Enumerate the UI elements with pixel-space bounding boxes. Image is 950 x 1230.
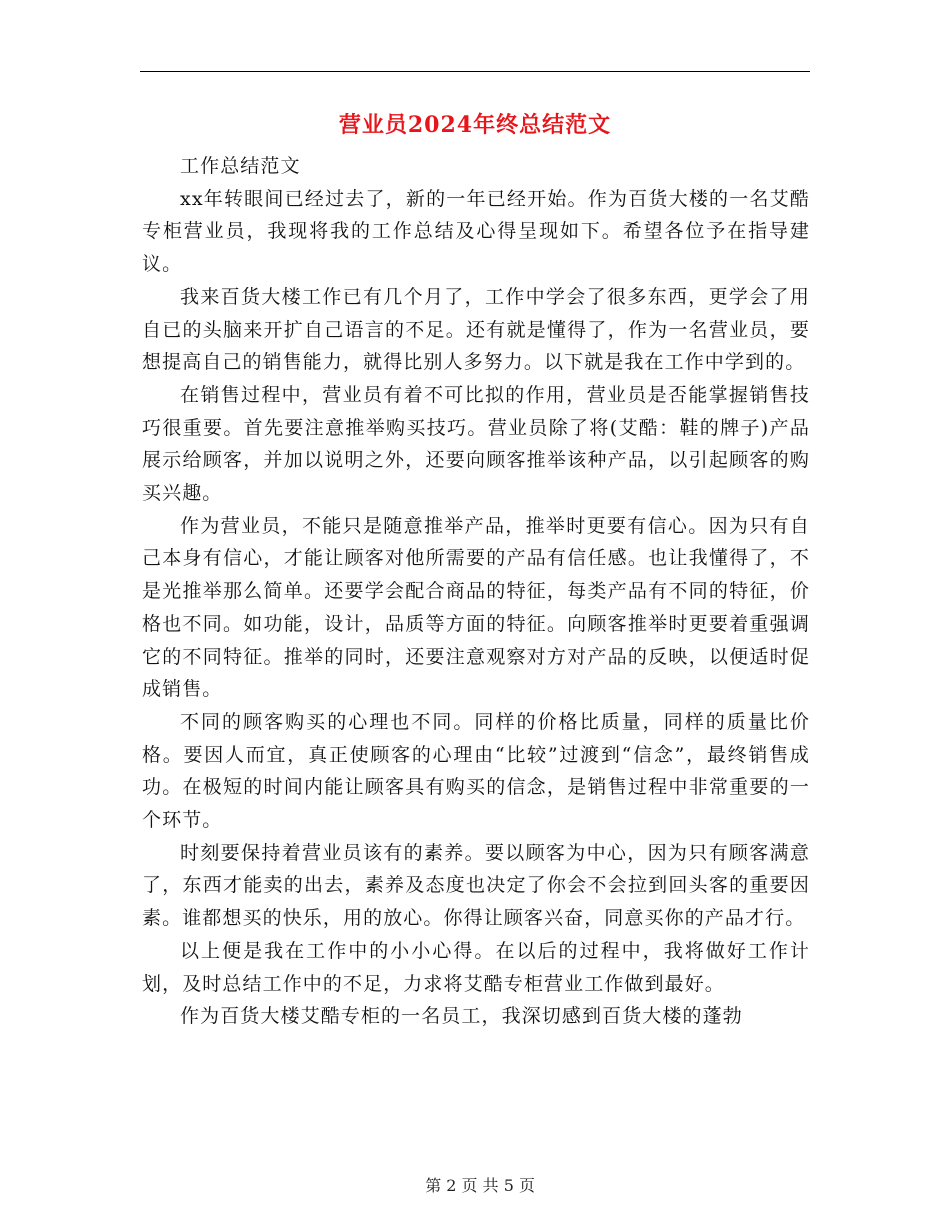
paragraph-subtitle: 工作总结范文	[180, 155, 301, 177]
page-number: 第 2 页 共 5 页	[425, 1176, 535, 1195]
page-footer	[0, 1154, 950, 1196]
paragraph: 时刻要保持着营业员该有的素养。要以顾客为中心，因为只有顾客满意了，东西才能卖的出去，素养及态度也决定了你会不会拉到回头客的重要因素。谁都想买的快乐，用的放心。你得让顾客兴奋，同意买你的产品才行。	[142, 841, 810, 930]
paragraph: 作为百货大楼艾酷专柜的一名员工，我深切感到百货大楼的蓬勃	[180, 1005, 743, 1028]
paragraph: 作为营业员，不能只是随意推举产品，推举时更要有信心。因为只有自己本身有信心，才能让顾客对他所需要的产品有信任感。也让我懂得了，不是光推举那么简单。还要学会配合商品的特征，每类产品有不同的特征，价格也不同。如功能，设计，品质等方面的特征。向顾客推举时更要着重强调它的不同特征。推举的同时，还要注意观察对方对产品的反映，以便适时促成销售。	[142, 514, 810, 701]
paragraph: 以上便是我在工作中的小小心得。在以后的过程中，我将做好工作计划，及时总结工作中的不足，力求将艾酷专柜营业工作做到最好。	[142, 939, 810, 995]
paragraph: xx年转眼间已经过去了，新的一年已经开始。作为百货大楼的一名艾酷专柜营业员，我现将我的工作总结及心得呈现如下。希望各位予在指导建议。	[142, 187, 810, 276]
document-title: 营业员2024年终总结范文	[338, 112, 612, 138]
header-rule	[140, 71, 810, 72]
document-body	[142, 150, 810, 1033]
paragraph: 我来百货大楼工作已有几个月了，工作中学会了很多东西，更学会了用自已的头脑来开扩自己语言的不足。还有就是懂得了，作为一名营业员，要想提高自己的销售能力，就得比别人多努力。以下就是我在工作中学到的。	[142, 285, 810, 374]
paragraph: 在销售过程中，营业员有着不可比拟的作用，营业员是否能掌握销售技巧很重要。首先要注意推举购买技巧。营业员除了将(艾酷：鞋的牌子)产品展示给顾客，并加以说明之外，还要向顾客推举该种产品，以引起顾客的购买兴趣。	[142, 383, 810, 505]
paragraph: 不同的顾客购买的心理也不同。同样的价格比质量，同样的质量比价格。要因人而宜，真正使顾客的心理由“比较”过渡到“信念”，最终销售成功。在极短的时间内能让顾客具有购买的信念，是销售过程中非常重要的一个环节。	[142, 710, 810, 832]
